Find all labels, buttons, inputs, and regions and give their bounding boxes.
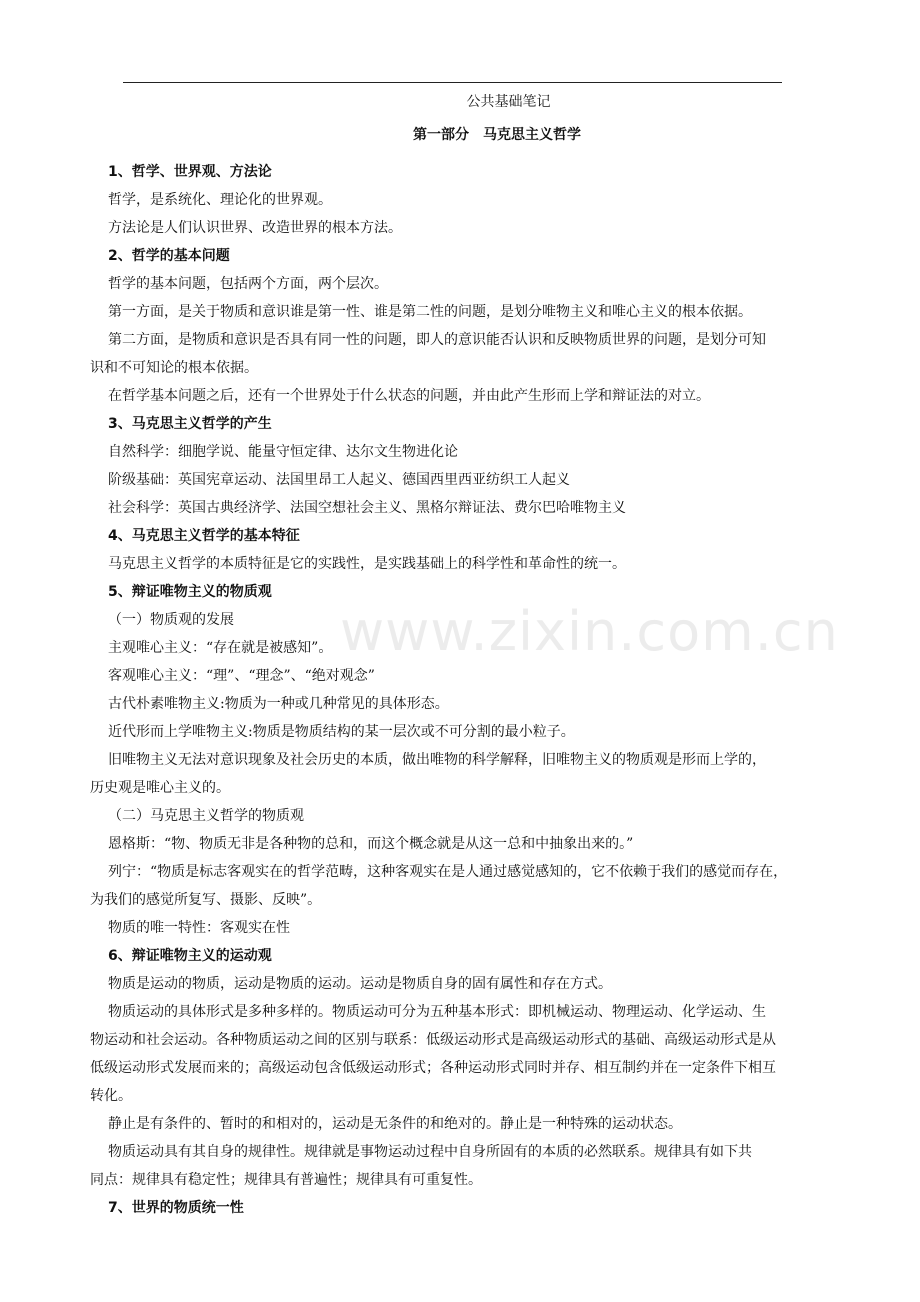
paragraph-continuation: 转化。 (90, 1088, 132, 1104)
paragraph-line: 阶级基础：英国宪章运动、法国里昂工人起义、德国西里西亚纺织工人起义 (108, 472, 570, 488)
paragraph-line: 自然科学：细胞学说、能量守恒定律、达尔文生物进化论 (108, 444, 458, 460)
section-heading: 3、马克思主义哲学的产生 (108, 416, 272, 432)
section-heading: 7、世界的物质统一性 (108, 1200, 244, 1216)
header-rule (123, 82, 782, 83)
paragraph-line: 第一方面，是关于物质和意识谁是第一性、谁是第二性的问题，是划分唯物主义和唯心主义的根本依据。 (108, 304, 752, 320)
paragraph-continuation: 识和不可知论的根本依据。 (90, 360, 258, 376)
paragraph-continuation: 历史观是唯心主义的。 (90, 780, 230, 796)
part-title: 第一部分 马克思主义哲学 (413, 127, 581, 143)
paragraph-continuation: 物运动和社会运动。各种物质运动之间的区别与联系：低级运动形式是高级运动形式的基础、高级运动形式是从 (90, 1032, 776, 1048)
section-heading: 6、辩证唯物主义的运动观 (108, 948, 272, 964)
section-heading: 2、哲学的基本问题 (108, 248, 230, 264)
paragraph-line: 物质的唯一特性：客观实在性 (108, 920, 290, 936)
paragraph-continuation: 为我们的感觉所复写、摄影、反映”。 (90, 892, 322, 908)
paragraph-line: 恩格斯：“物、物质无非是各种物的总和，而这个概念就是从这一总和中抽象出来的。” (108, 836, 634, 852)
paragraph-line: （二）马克思主义哲学的物质观 (108, 808, 304, 824)
paragraph-line: 第二方面，是物质和意识是否具有同一性的问题，即人的意识能否认识和反映物质世界的问题，是划分可知 (108, 332, 766, 348)
document-body (90, 158, 880, 1222)
section-heading: 4、马克思主义哲学的基本特征 (108, 528, 300, 544)
paragraph-line: 哲学，是系统化、理论化的世界观。 (108, 192, 332, 208)
watermark: www.zixin.com.cn (340, 600, 839, 663)
paragraph-line: 物质运动的具体形式是多种多样的。物质运动可分为五种基本形式：即机械运动、物理运动、化学运动、生 (108, 1004, 766, 1020)
paragraph-continuation: 同点：规律具有稳定性；规律具有普遍性；规律具有可重复性。 (90, 1172, 482, 1188)
paragraph-line: 主观唯心主义：“存在就是被感知”。 (108, 640, 333, 656)
paragraph-line: （一）物质观的发展 (108, 612, 234, 628)
paragraph-line: 在哲学基本问题之后，还有一个世界处于什么状态的问题，并由此产生形而上学和辩证法的对立。 (108, 388, 710, 404)
paragraph-line: 旧唯物主义无法对意识现象及社会历史的本质，做出唯物的科学解释，旧唯物主义的物质观是形而上学的， (108, 752, 766, 768)
paragraph-line: 物质是运动的物质，运动是物质的运动。运动是物质自身的固有属性和存在方式。 (108, 976, 612, 992)
paragraph-line: 物质运动具有其自身的规律性。规律就是事物运动过程中自身所固有的本质的必然联系。规律具有如下共 (108, 1144, 752, 1160)
document-header-title: 公共基础笔记 (466, 94, 551, 110)
paragraph-line: 列宁：“物质是标志客观实在的哲学范畴，这种客观实在是人通过感觉感知的，它不依赖于我们的感觉而存在， (108, 864, 788, 880)
paragraph-line: 客观唯心主义：“理”、“理念”、“绝对观念” (108, 668, 375, 684)
section-heading: 1、哲学、世界观、方法论 (108, 164, 272, 180)
paragraph-line: 近代形而上学唯物主义:物质是物质结构的某一层次或不可分割的最小粒子。 (108, 724, 575, 740)
paragraph-line: 古代朴素唯物主义:物质为一种或几种常见的具体形态。 (108, 696, 449, 712)
paragraph-line: 社会科学：英国古典经济学、法国空想社会主义、黑格尔辩证法、费尔巴哈唯物主义 (108, 500, 626, 516)
paragraph-line: 哲学的基本问题，包括两个方面，两个层次。 (108, 276, 388, 292)
paragraph-line: 方法论是人们认识世界、改造世界的根本方法。 (108, 220, 402, 236)
paragraph-continuation: 低级运动形式发展而来的；高级运动包含低级运动形式；各种运动形式同时并存、相互制约并在一定条件下相互 (90, 1060, 776, 1076)
paragraph-line: 马克思主义哲学的本质特征是它的实践性，是实践基础上的科学性和革命性的统一。 (108, 556, 626, 572)
paragraph-line: 静止是有条件的、暂时的和相对的，运动是无条件的和绝对的。静止是一种特殊的运动状态。 (108, 1116, 682, 1132)
section-heading: 5、辩证唯物主义的物质观 (108, 584, 272, 600)
